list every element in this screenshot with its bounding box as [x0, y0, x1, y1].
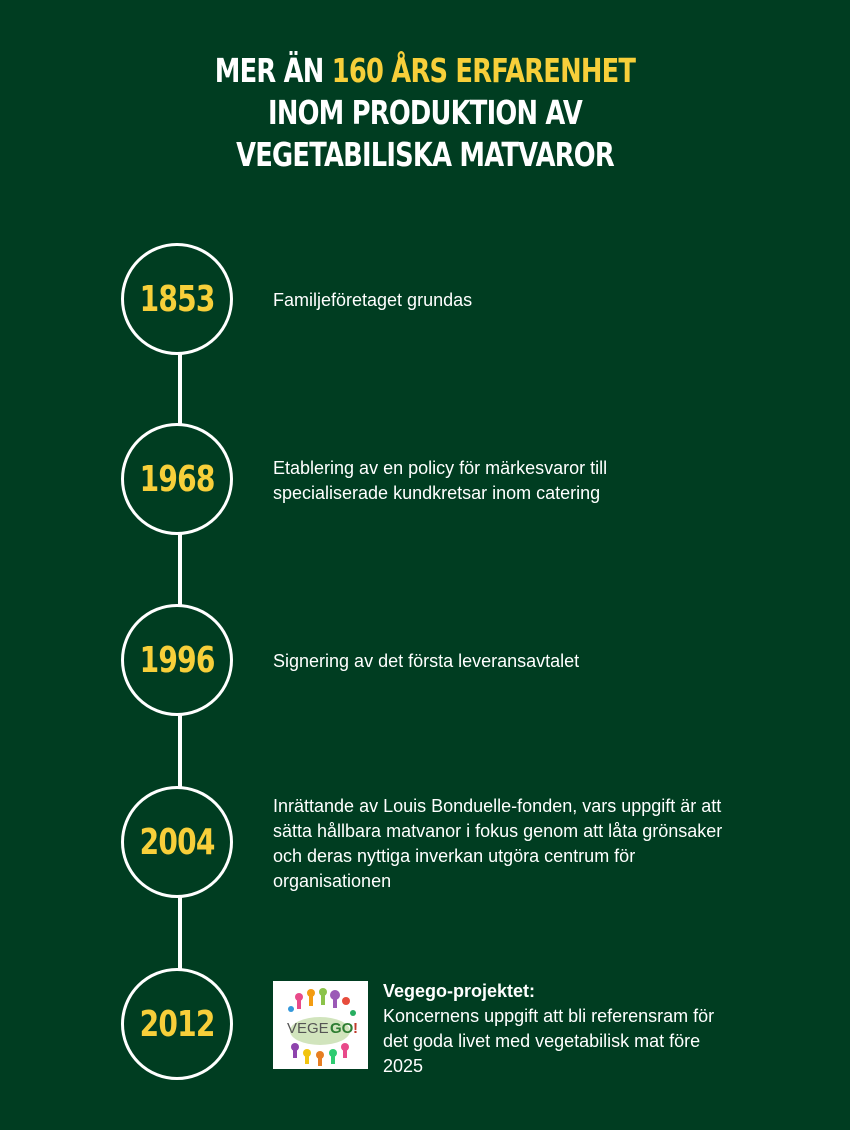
timeline-description-1996: Signering av det första leveransavtalet: [273, 651, 580, 671]
vegego-heading: Vegego-projektet:: [383, 981, 536, 1001]
title-accent: 160 ÅRS ERFARENHET: [331, 51, 636, 90]
title-line-3: VEGETABILISKA MATVAROR: [236, 135, 614, 174]
timeline-description-1968: Etablering av en policy för märkesvaror till specialiserade kundkretsar inom catering: [273, 458, 608, 503]
title-line-1: [94, 50, 757, 92]
title-line-2: INOM PRODUKTION AV: [268, 93, 582, 132]
year-label: 2004: [139, 821, 215, 863]
logo-text-bang: !: [353, 1020, 358, 1037]
logo-text-go: GO: [330, 1020, 354, 1037]
vegego-body: Koncernens uppgift att bli referensram för det goda livet med vegetabilisk mat före 2025: [383, 1006, 715, 1076]
year-label: 1968: [139, 458, 215, 500]
vegego-logo: [273, 981, 368, 1069]
timeline-description-1853: Familjeföretaget grundas: [273, 290, 473, 310]
page-title: [94, 50, 757, 176]
year-label: 2012: [139, 1003, 215, 1045]
year-circle-1968: [121, 423, 233, 535]
year-circle-1996: [121, 604, 233, 716]
year-circle-1853: [121, 243, 233, 355]
year-label: 1996: [139, 639, 215, 681]
title-prefix: MER ÄN: [214, 51, 332, 90]
vegego-logo-graphic: [273, 981, 368, 1069]
year-circle-2012: [121, 968, 233, 1080]
year-circle-2004: [121, 786, 233, 898]
year-label: 1853: [139, 278, 215, 320]
logo-text-vege: VEGE: [287, 1020, 329, 1037]
timeline-description-2012: [383, 979, 743, 1079]
timeline-description-2004: Inrättande av Louis Bonduelle-fonden, vars uppgift är att sätta hållbara matvanor i fokus genom att låta grönsaker och deras nyttiga inverkan utgöra centrum för organisationen: [273, 796, 723, 891]
